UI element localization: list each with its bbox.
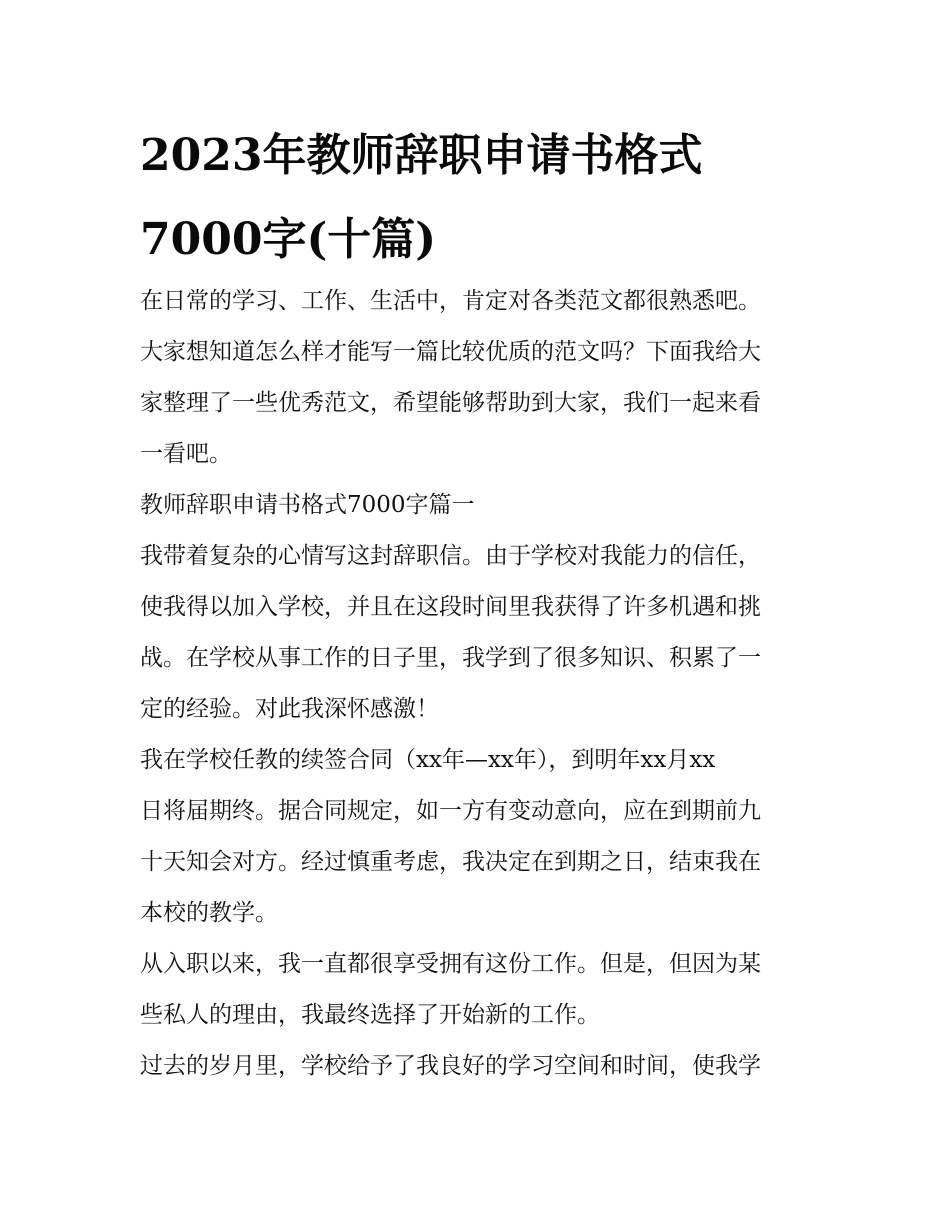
paragraph-line: 家整理了一些优秀范文，希望能够帮助到大家，我们一起来看 <box>140 390 761 416</box>
paragraph-line: 我带着复杂的心情写这封辞职信。由于学校对我能力的信任， <box>140 543 761 569</box>
paragraph-line: 本校的教学。 <box>140 900 278 926</box>
paragraph-line: 在日常的学习、工作、生活中，肯定对各类范文都很熟悉吧。 <box>140 288 761 314</box>
paragraph-line: 一看吧。 <box>140 441 232 467</box>
title-line-2: 7000字(十篇) <box>140 214 437 265</box>
paragraph-line: 大家想知道怎么样才能写一篇比较优质的范文吗？下面我给大 <box>140 339 761 365</box>
section-heading: 教师辞职申请书格式7000字篇一 <box>140 492 475 518</box>
paragraph-line: 使我得以加入学校，并且在这段时间里我获得了许多机遇和挑 <box>140 594 761 620</box>
paragraph-line: 日将届期终。据合同规定，如一方有变动意向，应在到期前九 <box>140 798 761 824</box>
title-line-1: 2023年教师辞职申请书格式 <box>140 130 703 181</box>
paragraph-line: 我在学校任教的续签合同（xx年—xx年），到明年xx月xx <box>140 747 716 773</box>
document-body <box>140 276 830 1092</box>
paragraph-line: 些私人的理由，我最终选择了开始新的工作。 <box>140 1002 600 1028</box>
paragraph-line: 过去的岁月里，学校给予了我良好的学习空间和时间，使我学 <box>140 1053 761 1079</box>
paragraph-line: 十天知会对方。经过慎重考虑，我决定在到期之日，结束我在 <box>140 849 761 875</box>
document-title <box>140 114 820 282</box>
paragraph-line: 定的经验。对此我深怀感激！ <box>140 696 439 722</box>
paragraph-line: 战。在学校从事工作的日子里，我学到了很多知识、积累了一 <box>140 645 761 671</box>
paragraph-line: 从入职以来，我一直都很享受拥有这份工作。但是，但因为某 <box>140 951 761 977</box>
